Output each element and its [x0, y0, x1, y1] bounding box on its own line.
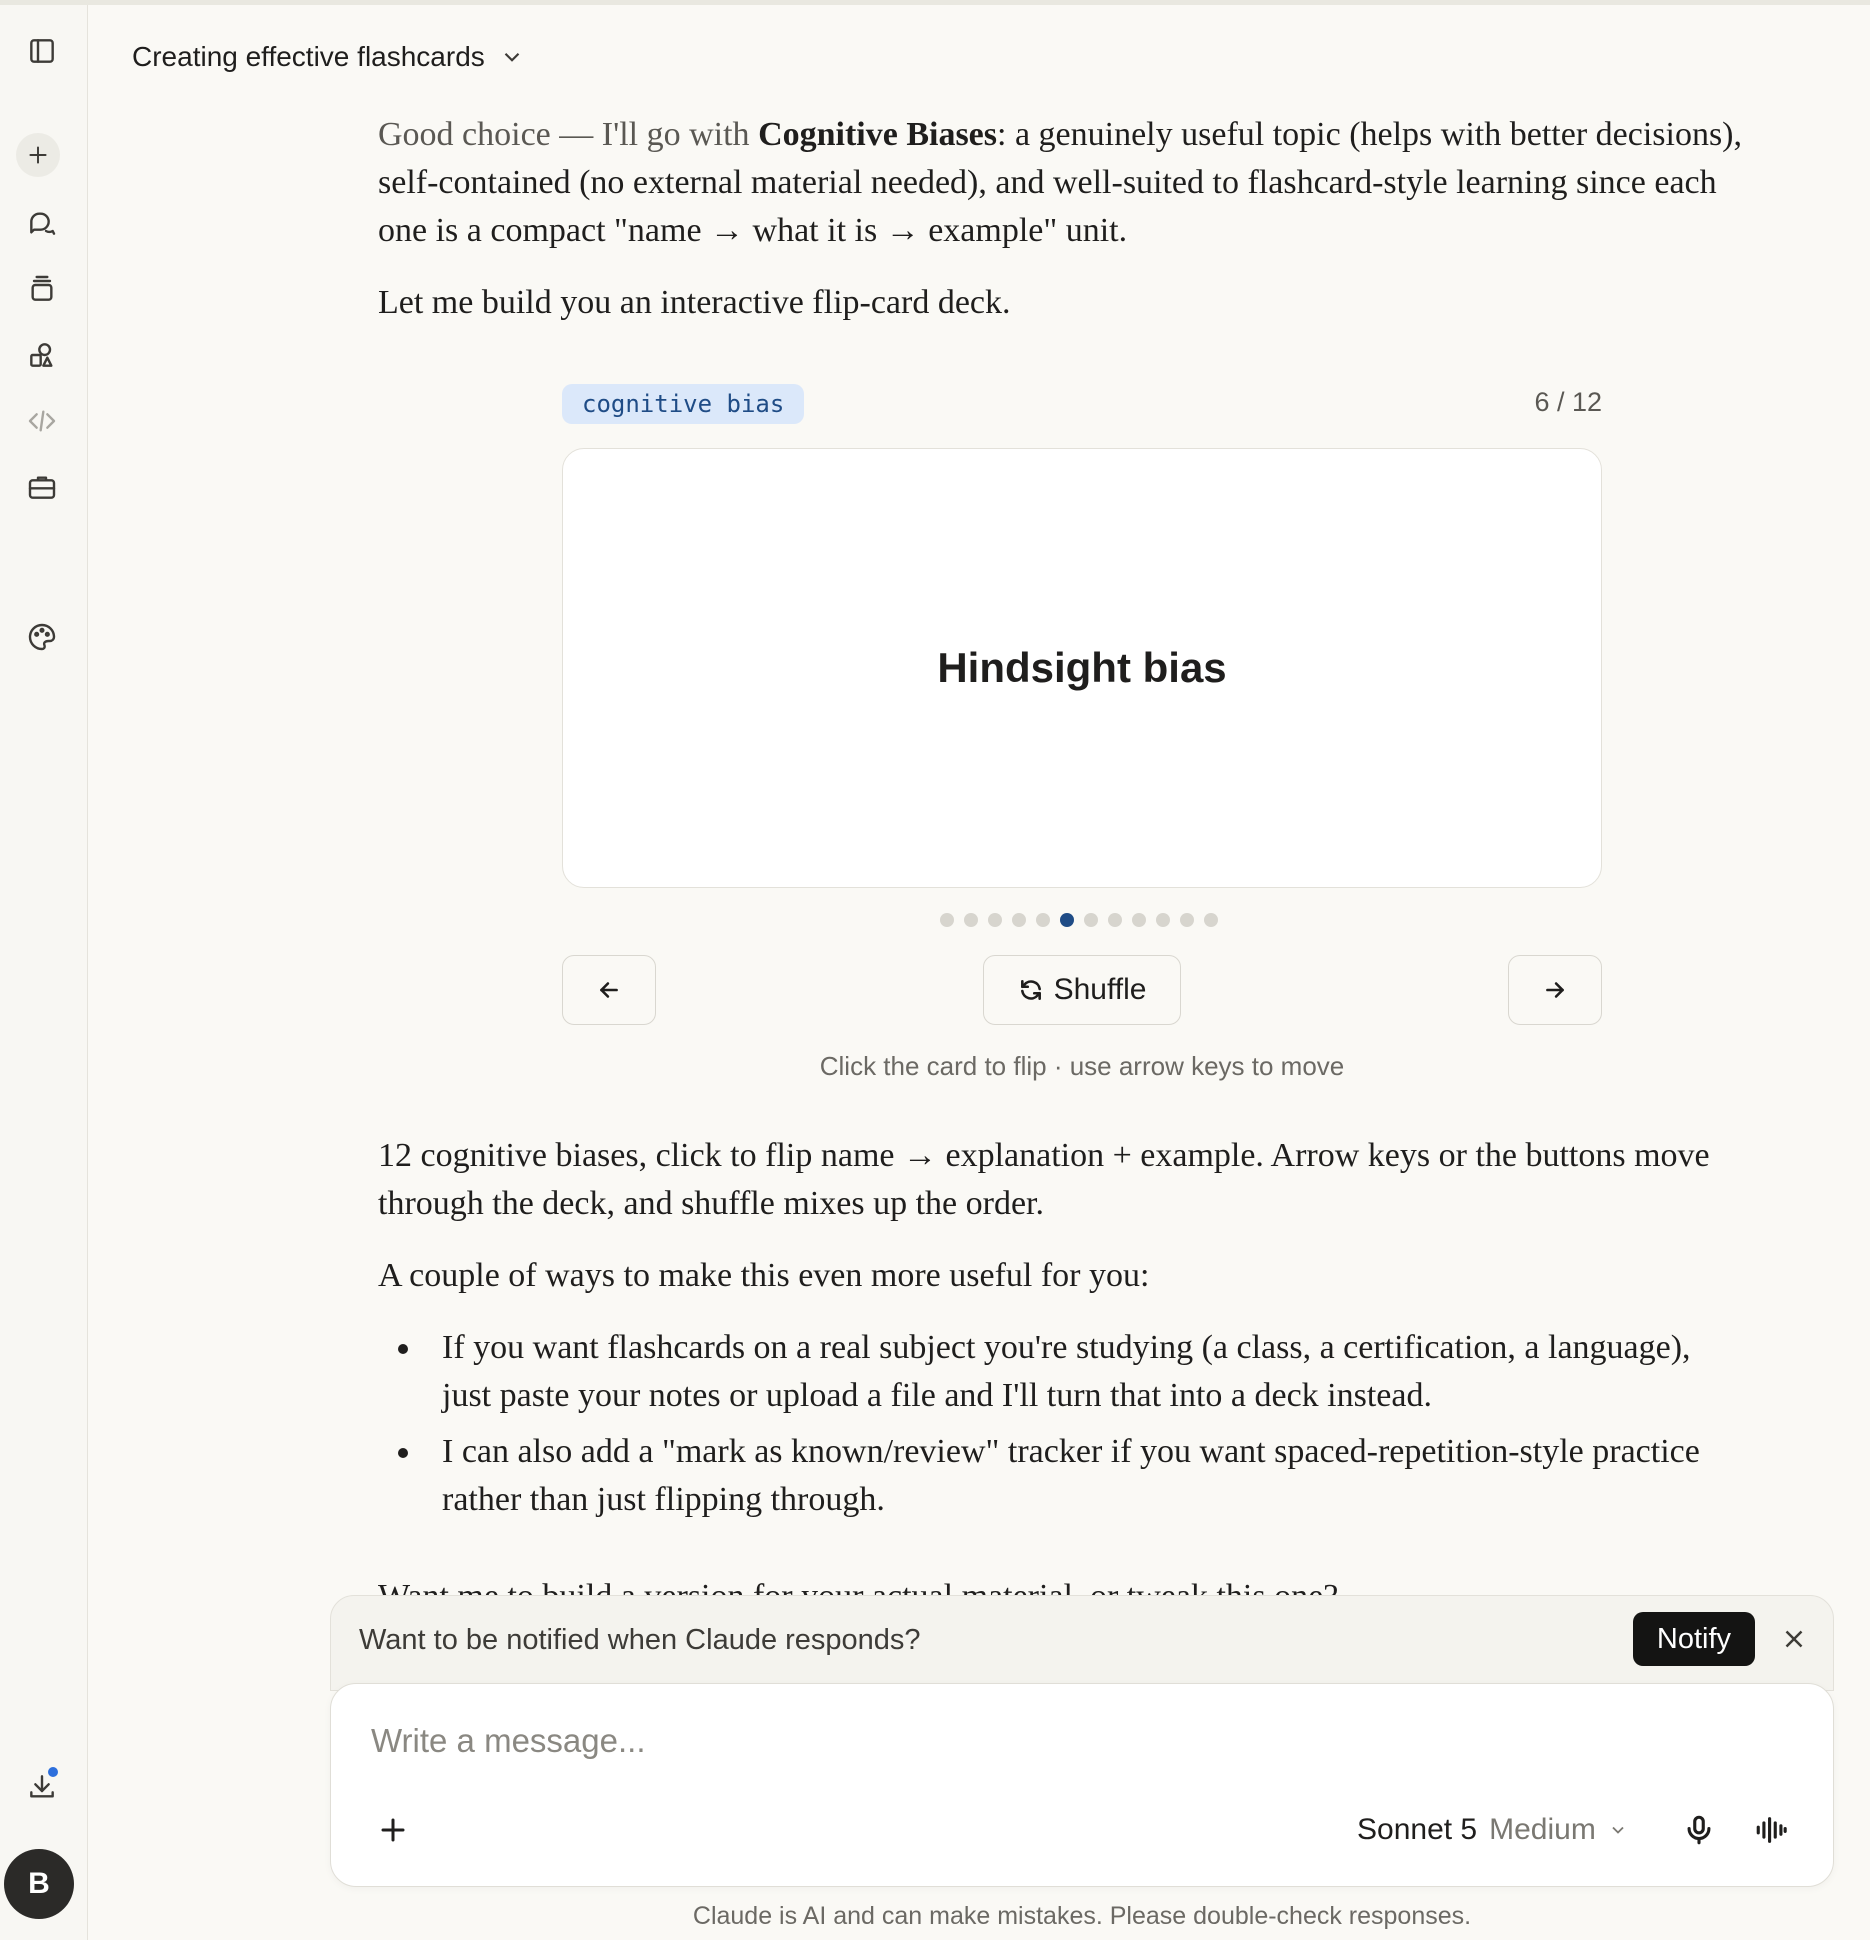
page-title: Creating effective flashcards — [132, 41, 485, 72]
toggle-sidebar-button[interactable] — [18, 27, 66, 75]
message-paragraph-4: A couple of ways to make this even more useful for you: — [378, 1257, 1150, 1294]
new-chat-button[interactable] — [16, 133, 60, 177]
flashcard-hint: Click the card to flip · use arrow keys to move — [819, 1051, 1345, 1081]
previous-card-button[interactable] — [562, 955, 656, 1025]
briefcase-icon — [26, 471, 58, 503]
disclaimer: Claude is AI and can make mistakes. Please double-check responses. — [692, 1902, 1472, 1930]
progress-dot[interactable] — [1084, 913, 1098, 927]
progress-dot[interactable] — [1204, 913, 1218, 927]
download-app-button[interactable] — [18, 1763, 66, 1811]
progress-dot[interactable] — [1108, 913, 1122, 927]
stack-icon — [26, 273, 58, 305]
sidebar — [0, 5, 88, 1940]
notification-dot — [46, 1765, 60, 1779]
message-input[interactable] — [371, 1722, 1671, 1760]
progress-dot[interactable] — [1036, 913, 1050, 927]
close-notify-button[interactable] — [1779, 1624, 1809, 1654]
message-paragraph-2: Let me build you an interactive flip-card deck. — [378, 284, 1011, 321]
close-icon — [1779, 1624, 1809, 1654]
chats-button[interactable] — [18, 199, 66, 247]
list-item: I can also add a "mark as known/review" tracker if you want spaced-repetition-style practice rather than just flipping through. — [378, 1428, 1748, 1524]
dictation-button[interactable] — [1675, 1806, 1723, 1854]
progress-dot[interactable] — [1060, 913, 1074, 927]
list-item: If you want flashcards on a real subject you're studying (a class, a certification, a language), just paste your notes or upload a file and I'll turn that into a deck instead. — [378, 1324, 1748, 1420]
card-counter: 6 / 12 — [1534, 387, 1602, 417]
shuffle-label: Shuffle — [1053, 973, 1147, 1006]
arrow-right-icon — [1542, 977, 1568, 1003]
user-avatar[interactable]: B — [4, 1849, 74, 1919]
flashcard-front-text: Hindsight bias — [937, 644, 1227, 691]
refresh-icon — [1018, 977, 1044, 1003]
tools-button[interactable] — [18, 463, 66, 511]
artifacts-button[interactable] — [18, 331, 66, 379]
progress-dot[interactable] — [1156, 913, 1170, 927]
category-tag: cognitive bias — [562, 384, 804, 424]
voice-mode-button[interactable] — [1747, 1806, 1795, 1854]
waveform-icon — [1754, 1813, 1788, 1847]
customize-button[interactable] — [18, 613, 66, 661]
bold-topic: Cognitive Biases — [758, 116, 998, 153]
add-attachment-button[interactable] — [371, 1808, 415, 1852]
flashcard[interactable] — [562, 448, 1602, 888]
progress-dot[interactable] — [1012, 913, 1026, 927]
next-card-button[interactable] — [1508, 955, 1602, 1025]
model-selector[interactable] — [1357, 1808, 1628, 1852]
chevron-down-icon — [1608, 1820, 1628, 1840]
code-button[interactable] — [18, 397, 66, 445]
message-paragraph-3: 12 cognitive biases, click to flip name → explanation + example. Arrow keys or the buttons move through the deck, and shuffle mixes up the order. — [378, 1137, 1710, 1222]
palette-icon — [26, 621, 58, 653]
progress-dot[interactable] — [1180, 913, 1194, 927]
progress-dot[interactable] — [988, 913, 1002, 927]
suggestion-list — [378, 1324, 1748, 1532]
message-paragraph-5 — [378, 1573, 1748, 1595]
progress-dots — [940, 913, 1218, 927]
sidebar-panel-icon — [26, 35, 58, 67]
projects-button[interactable] — [18, 265, 66, 313]
notify-banner — [330, 1595, 1834, 1691]
chat-bubbles-icon — [26, 207, 58, 239]
plus-icon — [378, 1815, 408, 1845]
chat-title-menu[interactable] — [132, 41, 525, 73]
model-name: Sonnet 5 — [1357, 1813, 1478, 1846]
progress-dot[interactable] — [940, 913, 954, 927]
microphone-icon — [1682, 1813, 1716, 1847]
chevron-down-icon — [499, 44, 525, 70]
arrow-left-icon — [596, 977, 622, 1003]
message-paragraph-1: Good choice — I'll go with Cognitive Biases: a genuinely useful topic (helps with better decisions), self-contained (no external material needed), and well-suited to flashcard-style learning since each one is a compact "name → what it is → example" unit. — [378, 116, 1742, 249]
shapes-icon — [26, 339, 58, 371]
shuffle-button[interactable] — [983, 955, 1181, 1025]
message-composer — [330, 1683, 1834, 1887]
progress-dot[interactable] — [964, 913, 978, 927]
effort-level: Medium — [1489, 1813, 1596, 1846]
plus-icon — [25, 142, 51, 168]
notify-text: Want to be notified when Claude responds? — [359, 1624, 921, 1656]
code-icon — [26, 405, 58, 437]
notify-button[interactable]: Notify — [1633, 1612, 1755, 1666]
progress-dot[interactable] — [1132, 913, 1146, 927]
